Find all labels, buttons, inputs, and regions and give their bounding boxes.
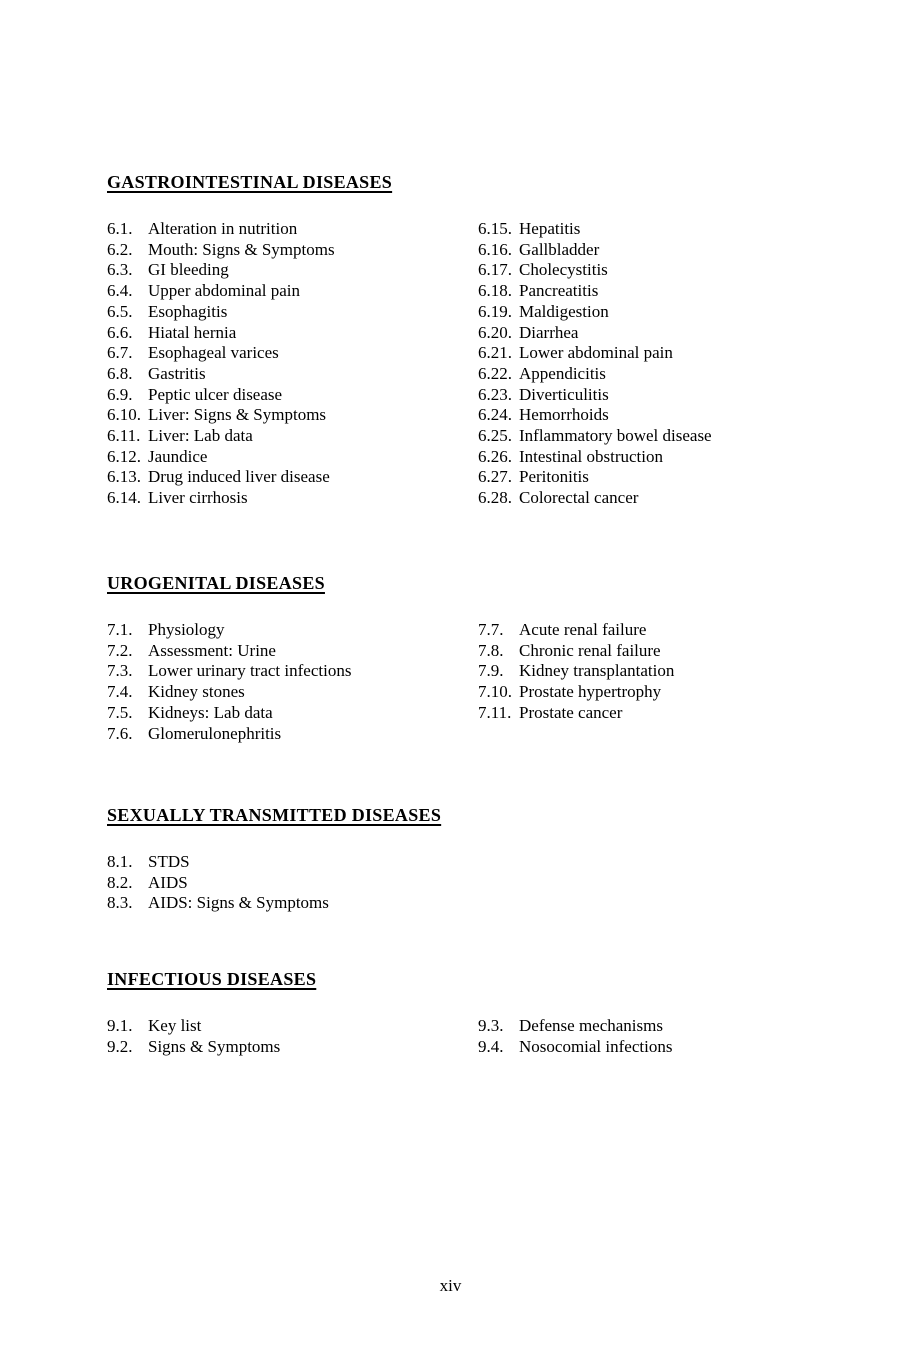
toc-entry-label: Pancreatitis xyxy=(519,281,599,301)
section-column-left xyxy=(107,620,478,744)
toc-entry xyxy=(107,682,478,703)
toc-entry-label: Gastritis xyxy=(148,363,206,383)
section-urogenital-diseases xyxy=(107,572,851,744)
section-infectious-diseases xyxy=(107,968,851,1057)
toc-entry xyxy=(107,852,478,873)
toc-entry-label: GI bleeding xyxy=(148,260,229,280)
section-columns xyxy=(107,620,851,744)
section-title: SEXUALLY TRANSMITTED DISEASES xyxy=(107,805,442,825)
toc-entry-label: Intestinal obstruction xyxy=(519,446,664,466)
toc-entry-label: Liver: Signs & Symptoms xyxy=(148,405,327,425)
toc-entry-number: 9.4. xyxy=(478,1036,504,1056)
toc-entry-label: Inflammatory bowel disease xyxy=(519,426,712,446)
toc-entry-label: Alteration in nutrition xyxy=(148,219,298,238)
toc-entry xyxy=(107,1016,478,1037)
section-column-left xyxy=(107,219,478,509)
toc-entry-number: 6.18. xyxy=(478,281,512,301)
toc-entry-number: 6.6. xyxy=(107,322,133,342)
toc-entry-number: 7.11. xyxy=(478,702,512,722)
toc-entry xyxy=(107,641,478,662)
toc-entry-label: Prostate cancer xyxy=(519,702,623,722)
toc-entry-label: Acute renal failure xyxy=(519,620,647,639)
toc-entry-number: 8.1. xyxy=(107,852,133,871)
toc-entry-number: 7.4. xyxy=(107,682,133,702)
toc-entry-number: 7.8. xyxy=(478,640,504,660)
toc-entry-number: 6.26. xyxy=(478,446,512,466)
toc-entry-number: 6.1. xyxy=(107,219,133,238)
toc-entry xyxy=(107,343,478,364)
toc-entry-label: Diverticulitis xyxy=(519,384,609,404)
toc-entry xyxy=(478,385,851,406)
toc-entry xyxy=(478,1037,851,1058)
toc-entry-number: 6.11. xyxy=(107,426,141,446)
toc-entry xyxy=(478,467,851,488)
toc-entry-number: 6.19. xyxy=(478,301,512,321)
toc-entry-number: 7.7. xyxy=(478,620,504,639)
toc-entry-label: Prostate hypertrophy xyxy=(519,682,662,702)
toc-entry-number: 6.22. xyxy=(478,363,512,383)
toc-entry-number: 9.3. xyxy=(478,1016,504,1035)
toc-entry-label: Kidney transplantation xyxy=(519,661,675,681)
toc-entry-number: 6.27. xyxy=(478,467,512,487)
toc-entry xyxy=(107,219,478,240)
toc-entry-number: 6.28. xyxy=(478,488,512,508)
toc-entry xyxy=(107,1037,478,1058)
toc-entry xyxy=(478,620,851,641)
toc-entry-number: 6.3. xyxy=(107,260,133,280)
toc-entry-number: 6.24. xyxy=(478,405,512,425)
toc-entry-number: 7.9. xyxy=(478,661,504,681)
toc-entry-number: 8.3. xyxy=(107,893,133,913)
toc-entry-label: Physiology xyxy=(148,620,225,639)
toc-entry xyxy=(478,703,851,724)
toc-entry xyxy=(107,323,478,344)
toc-entry-label: AIDS: Signs & Symptoms xyxy=(148,893,329,913)
toc-entry-number: 7.6. xyxy=(107,723,133,743)
toc-entry xyxy=(478,426,851,447)
section-title: INFECTIOUS DISEASES xyxy=(107,969,317,989)
toc-entry xyxy=(478,1016,851,1037)
toc-entry-number: 6.15. xyxy=(478,219,512,238)
toc-entry xyxy=(107,703,478,724)
toc-entry-number: 6.12. xyxy=(107,446,141,466)
section-columns xyxy=(107,852,851,914)
toc-entry-number: 6.10. xyxy=(107,405,141,425)
section-column-right xyxy=(478,620,851,724)
toc-entry-label: Esophagitis xyxy=(148,301,228,321)
toc-entry-label: AIDS xyxy=(148,872,188,892)
toc-entry-label: Hepatitis xyxy=(519,219,581,238)
toc-entry-label: Lower abdominal pain xyxy=(519,343,673,363)
toc-entry xyxy=(107,385,478,406)
toc-entry-label: Maldigestion xyxy=(519,301,609,321)
toc-entry-number: 9.1. xyxy=(107,1016,133,1035)
toc-entry-label: Colorectal cancer xyxy=(519,488,639,508)
toc-entry xyxy=(107,426,478,447)
toc-entry-label: Hiatal hernia xyxy=(148,322,237,342)
toc-entry-number: 6.17. xyxy=(478,260,512,280)
toc-entry-number: 6.14. xyxy=(107,488,141,508)
toc-entry xyxy=(107,620,478,641)
toc-entry xyxy=(478,682,851,703)
page-number: xiv xyxy=(439,1276,462,1295)
toc-entry-number: 8.2. xyxy=(107,872,133,892)
section-column-right xyxy=(478,1016,851,1057)
toc-entry xyxy=(107,281,478,302)
toc-entry-label: Assessment: Urine xyxy=(148,640,276,660)
toc-entry-number: 6.8. xyxy=(107,363,133,383)
section-sexually-transmitted-diseases xyxy=(107,804,851,914)
toc-entry-number: 6.4. xyxy=(107,281,133,301)
toc-entry-number: 6.21. xyxy=(478,343,512,363)
toc-entry xyxy=(478,447,851,468)
toc-entry-label: Kidneys: Lab data xyxy=(148,702,273,722)
toc-entry-number: 9.2. xyxy=(107,1036,133,1056)
toc-entry xyxy=(107,260,478,281)
toc-entry-label: STDS xyxy=(148,852,190,871)
toc-entry xyxy=(107,302,478,323)
toc-entry xyxy=(107,661,478,682)
toc-entry-number: 6.7. xyxy=(107,343,133,363)
toc-entry-number: 6.5. xyxy=(107,301,133,321)
toc-entry xyxy=(107,240,478,261)
toc-entry-label: Liver cirrhosis xyxy=(148,488,248,508)
toc-entry-label: Peritonitis xyxy=(519,467,589,487)
toc-entry-label: Lower urinary tract infections xyxy=(148,661,352,681)
toc-entry xyxy=(107,873,478,894)
toc-entry xyxy=(107,893,478,914)
section-title: GASTROINTESTINAL DISEASES xyxy=(107,172,393,192)
toc-entry-label: Cholecystitis xyxy=(519,260,608,280)
toc-entry xyxy=(107,488,478,509)
toc-entry-label: Nosocomial infections xyxy=(519,1036,673,1056)
toc-entry-number: 7.5. xyxy=(107,702,133,722)
toc-entry-number: 6.16. xyxy=(478,239,512,259)
toc-entry-number: 7.2. xyxy=(107,640,133,660)
toc-entry xyxy=(478,488,851,509)
toc-entry-label: Diarrhea xyxy=(519,322,579,342)
toc-entry xyxy=(478,364,851,385)
toc-entry-label: Defense mechanisms xyxy=(519,1016,663,1035)
toc-entry-label: Liver: Lab data xyxy=(148,426,253,446)
toc-entry-number: 6.9. xyxy=(107,384,133,404)
toc-entry-number: 6.2. xyxy=(107,239,133,259)
toc-entry-label: Appendicitis xyxy=(519,363,606,383)
toc-entry xyxy=(107,724,478,745)
toc-entry-label: Signs & Symptoms xyxy=(148,1036,281,1056)
toc-entry-label: Peptic ulcer disease xyxy=(148,384,283,404)
toc-entry xyxy=(107,467,478,488)
toc-entry xyxy=(478,281,851,302)
toc-entry xyxy=(478,302,851,323)
section-columns xyxy=(107,1016,851,1057)
section-title: UROGENITAL DISEASES xyxy=(107,573,325,593)
toc-entry-number: 6.13. xyxy=(107,467,141,487)
toc-entry-number: 7.3. xyxy=(107,661,133,681)
section-columns xyxy=(107,219,851,509)
toc-entry-label: Chronic renal failure xyxy=(519,640,661,660)
toc-entry xyxy=(107,364,478,385)
toc-entry-number: 6.20. xyxy=(478,322,512,342)
section-column-right xyxy=(478,219,851,509)
toc-entry-label: Hemorrhoids xyxy=(519,405,609,425)
toc-entry xyxy=(478,323,851,344)
section-gastrointestinal-diseases xyxy=(107,171,851,509)
toc-entry xyxy=(478,219,851,240)
toc-entry-label: Jaundice xyxy=(148,446,208,466)
toc-entry-label: Upper abdominal pain xyxy=(148,281,301,301)
toc-entry-number: 6.23. xyxy=(478,384,512,404)
toc-entry xyxy=(478,343,851,364)
section-column-left xyxy=(107,1016,478,1057)
toc-entry xyxy=(478,240,851,261)
toc-entry xyxy=(107,447,478,468)
toc-entry xyxy=(478,405,851,426)
toc-entry xyxy=(107,405,478,426)
toc-entry-number: 7.1. xyxy=(107,620,133,639)
toc-entry-label: Gallbladder xyxy=(519,239,600,259)
toc-entry-number: 7.10. xyxy=(478,682,512,702)
toc-entry-label: Drug induced liver disease xyxy=(148,467,330,487)
toc-entry xyxy=(478,260,851,281)
toc-entry-number: 6.25. xyxy=(478,426,512,446)
toc-entry xyxy=(478,641,851,662)
toc-entry-label: Mouth: Signs & Symptoms xyxy=(148,239,335,259)
toc-entry xyxy=(478,661,851,682)
toc-entry-label: Key list xyxy=(148,1016,202,1035)
section-column-left xyxy=(107,852,478,914)
toc-entry-label: Glomerulonephritis xyxy=(148,723,282,743)
toc-entry-label: Kidney stones xyxy=(148,682,245,702)
toc-entry-label: Esophageal varices xyxy=(148,343,279,363)
